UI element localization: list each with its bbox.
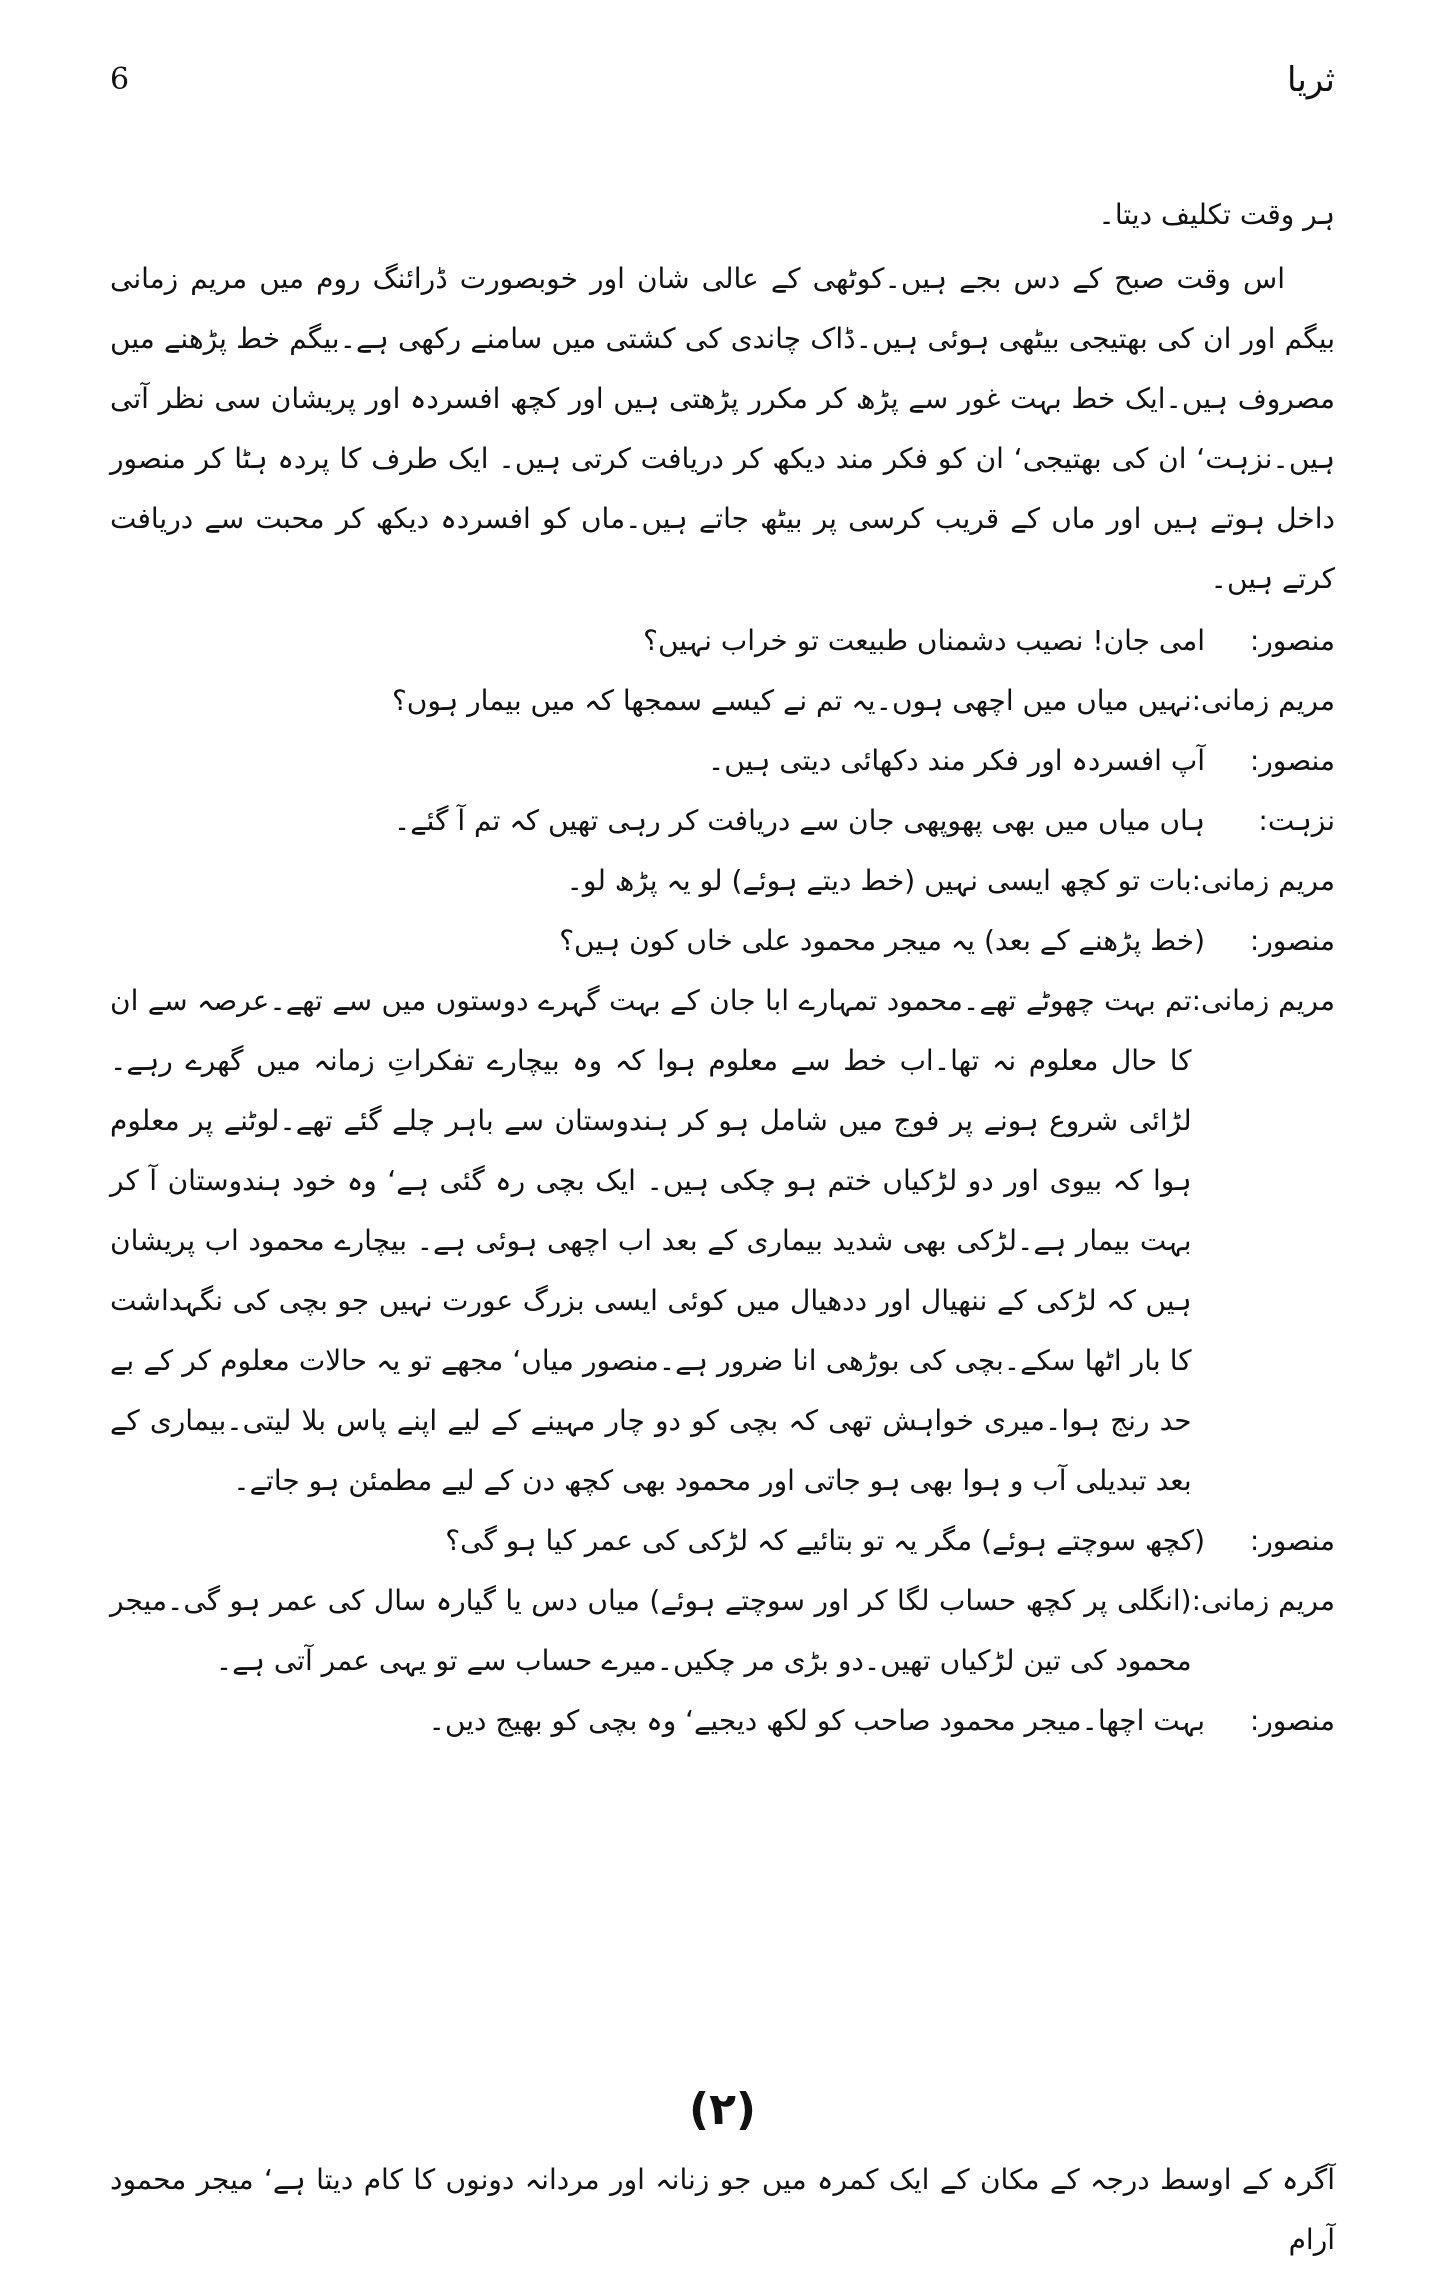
scene-paragraph: اس وقت صبح کے دس بجے ہیں۔کوٹھی کے عالی شان اور خوبصورت ڈرائنگ روم میں مریم زمانی بیگم اور ان کی بھتیجی بیٹھی ہوئی ہیں۔ڈاک چاندی کی کشتی میں سامنے رکھی ہے۔بیگم خط پڑھنے میں مصروف ہیں۔ایک خط بہت غور سے پڑھ کر مکرر پڑھتی ہیں اور کچھ افسردہ اور پریشان سی نظر آتی ہیں۔نزہت‘ ان کی بھتیجی‘ ان کو فکر مند دیکھ کر دریافت کرتی ہیں۔ ایک طرف کا پردہ ہٹا کر منصور داخل ہوتے ہیں اور ماں کے قریب کرسی پر بیٹھ جاتے ہیں۔ماں کو افسردہ دیکھ کر محبت سے دریافت کرتے ہیں۔ [110, 262, 1335, 595]
dialogue-text: نہیں میاں میں اچھی ہوں۔یہ تم نے کیسے سمجھا کہ میں بیمار ہوں؟ [391, 684, 1192, 717]
dialogue-text: آپ افسردہ اور فکر مند دکھائی دیتی ہیں۔ [707, 744, 1205, 777]
dialogue-line [110, 1511, 1335, 1571]
dialogue-text: (خط پڑھنے کے بعد) یہ میجر محمود علی خاں کون ہیں؟ [559, 924, 1205, 957]
speaker-name: مریم زمانی: [1191, 1584, 1335, 1617]
dialogue-text: (کچھ سوچتے ہوئے) مگر یہ تو بتائیے کہ لڑکی کی عمر کیا ہو گی؟ [445, 1524, 1205, 1557]
dialogue-text: ہاں میاں میں بھی پھوپھی جان سے دریافت کر رہی تھیں کہ تم آ گئے۔ [393, 804, 1205, 837]
page-body [110, 185, 1335, 1751]
running-title: ثریا [1286, 60, 1335, 100]
speaker-name: منصور: [1249, 924, 1335, 957]
dialogue-line [110, 671, 1335, 731]
dialogue-line [110, 911, 1335, 971]
speaker-name: منصور: [1249, 624, 1335, 657]
page-header [110, 60, 1335, 120]
section-number: (۲) [688, 2084, 757, 2135]
dialogue-text: بہت اچھا۔میجر محمود صاحب کو لکھ دیجیے‘ وہ بچی کو بھیج دیں۔ [428, 1704, 1205, 1737]
dialogue-line [110, 1571, 1335, 1691]
dialogue-text: تم بہت چھوٹے تھے۔محمود تمہارے ابا جان کے بہت گہرے دوستوں میں سے تھے۔عرصہ سے ان کا حال معلوم نہ تھا۔اب خط سے معلوم ہوا کہ وہ بیچارے تفکراتِ زمانہ میں گھرے رہے۔لڑائی شروع ہونے پر فوج میں شامل ہو کر ہندوستان سے باہر چلے گئے تھے۔لوٹنے پر معلوم ہوا کہ بیوی اور دو لڑکیاں ختم ہو چکی ہیں۔ ایک بچی رہ گئی ہے‘ وہ خود ہندوستان آ کر بہت بیمار ہے۔لڑکی بھی شدید بیماری کے بعد اب اچھی ہوئی ہے۔ بیچارے محمود اب پریشان ہیں کہ لڑکی کے ننھیال اور ددھیال میں کوئی ایسی بزرگ عورت نہیں جو بچی کی نگہداشت کا بار اٹھا سکے۔بچی کی بوڑھی انا ضرور ہے۔منصور میاں‘ مجھے تو یہ حالات معلوم کر کے بے حد رنج ہوا۔میری خواہش تھی کہ بچی کو دو چار مہینے کے لیے اپنے پاس بلا لیتی۔بیماری کے بعد تبدیلی آب و ہوا بھی ہو جاتی اور محمود بھی کچھ دن کے لیے مطمئن ہو جاتے۔ [110, 984, 1192, 1497]
dialogue-line [110, 791, 1335, 851]
speaker-name: منصور: [1249, 744, 1335, 777]
speaker-name: مریم زمانی: [1191, 984, 1335, 1017]
dialogue-line [110, 1691, 1335, 1751]
dialogue-line [110, 731, 1335, 791]
speaker-name: مریم زمانی: [1191, 684, 1335, 717]
opening-line: ہر وقت تکلیف دیتا۔ [1098, 198, 1335, 231]
dialogue-list [110, 611, 1335, 1751]
speaker-name: نزہت: [1258, 804, 1335, 837]
dialogue-text: (انگلی پر کچھ حساب لگا کر اور سوچتے ہوئے) میاں دس یا گیارہ سال کی عمر ہو گی۔میجر محمود کی تین لڑکیاں تھیں۔دو بڑی مر چکیں۔میرے حساب سے تو یہی عمر آتی ہے۔ [110, 1584, 1192, 1677]
speaker-name: مریم زمانی: [1191, 864, 1335, 897]
dialogue-text: امی جان! نصیب دشمناں طبیعت تو خراب نہیں؟ [643, 624, 1205, 657]
section-text: آگرہ کے اوسط درجہ کے مکان کے ایک کمرہ میں جو زنانہ اور مردانہ دونوں کا کام دیتا ہے‘ میجر محمود آرام [110, 2163, 1335, 2256]
dialogue-line [110, 851, 1335, 911]
speaker-name: منصور: [1249, 1524, 1335, 1557]
speaker-name: منصور: [1249, 1704, 1335, 1737]
dialogue-text: بات تو کچھ ایسی نہیں (خط دیتے ہوئے) لو یہ پڑھ لو۔ [566, 864, 1192, 897]
dialogue-line [110, 611, 1335, 671]
page-number: 6 [110, 62, 130, 97]
dialogue-line [110, 971, 1335, 1511]
